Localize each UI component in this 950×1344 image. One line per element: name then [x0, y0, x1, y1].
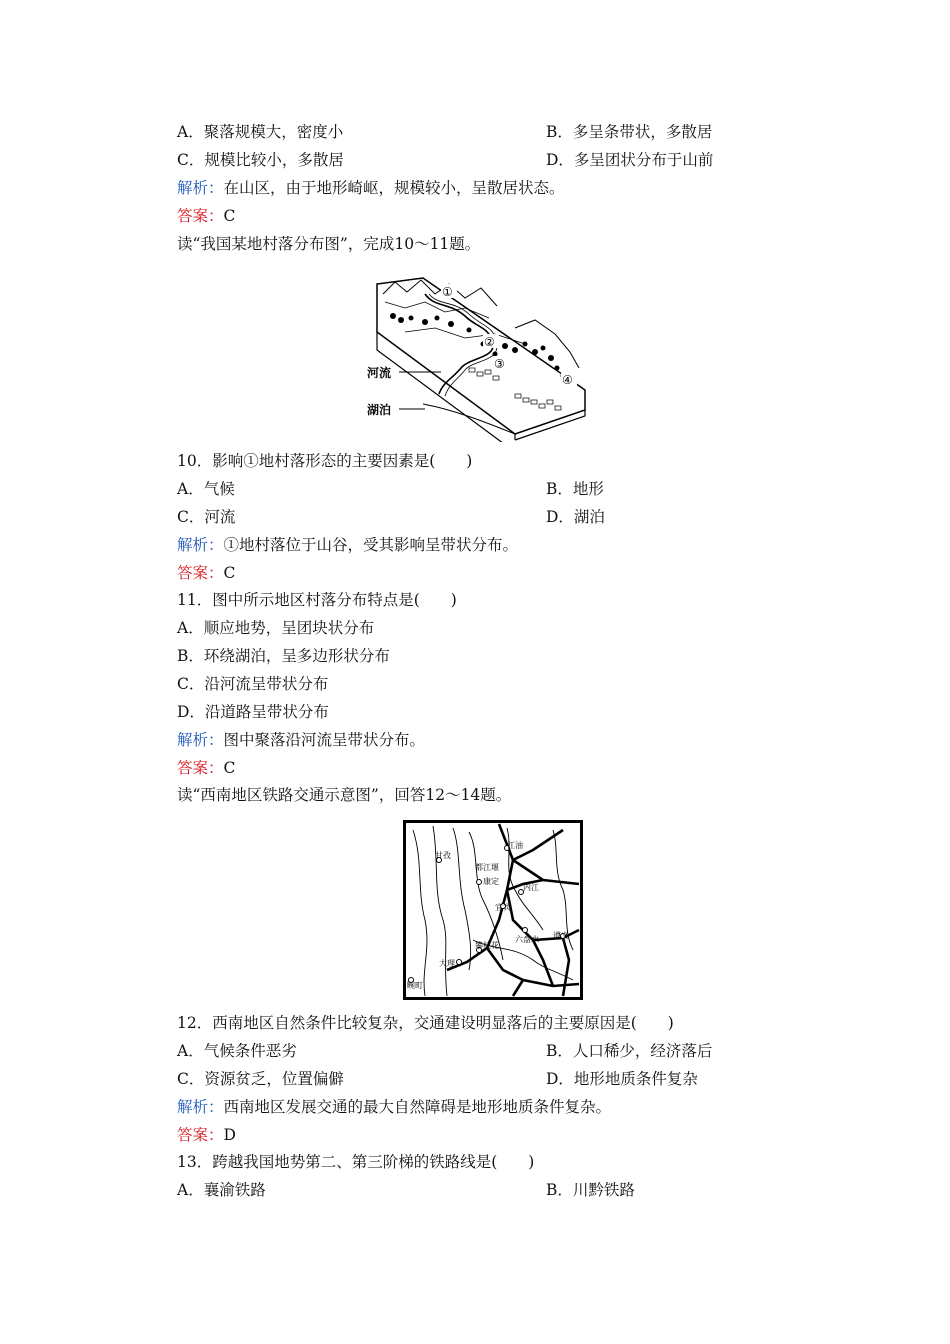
q9-explanation [177, 178, 565, 198]
village-distribution-figure [365, 272, 595, 442]
city-yibin: 宜宾 [495, 903, 511, 912]
q11-answer [177, 758, 235, 778]
q12-option-b: B．人口稀少，经济落后 [546, 1042, 713, 1060]
q9-answer [177, 206, 235, 226]
q10-option-c: C．河流 [177, 508, 236, 526]
q10-option-d: D．湖泊 [546, 508, 605, 526]
city-dali: 大理 [439, 959, 455, 968]
q13-stem: 13．跨越我国地势第二、第三阶梯的铁路线是( ) [177, 1153, 535, 1171]
answer-value: C [223, 564, 236, 582]
city-neijiang: 内江 [523, 883, 539, 892]
city-ganzi: 甘孜 [435, 851, 451, 860]
explanation-label: 解析： [177, 1098, 224, 1116]
q12-answer [177, 1125, 236, 1145]
q12-option-a: A．气候条件恶劣 [177, 1042, 297, 1060]
q12-stem: 12．西南地区自然条件比较复杂，交通建设明显落后的主要原因是( ) [177, 1014, 674, 1032]
explanation-label: 解析： [177, 731, 224, 749]
q10-option-a: A．气候 [177, 480, 235, 498]
block-outline [377, 278, 585, 434]
marker-4: ④ [562, 373, 573, 387]
intro-figure2: 读“西南地区铁路交通示意图”，回答12～14题。 [177, 786, 512, 804]
q10-answer [177, 563, 235, 583]
q11-explanation [177, 730, 425, 750]
city-kangding: 康定 [483, 877, 499, 886]
lake-label: 湖泊 [367, 403, 392, 417]
city-jiangyou: 江油 [507, 841, 523, 850]
q9-option-c: C．规模比较小，多散居 [177, 151, 344, 169]
marker-3: ③ [494, 357, 505, 371]
answer-label: 答案： [177, 564, 224, 582]
q11-option-a: A．顺应地势，呈团块状分布 [177, 619, 375, 637]
q10-option-b: B．地形 [546, 480, 604, 498]
city-liupanshui: 六盘水 [515, 935, 539, 944]
explanation-label: 解析： [177, 179, 224, 197]
q12-option-c: C．资源贫乏，位置偏僻 [177, 1070, 344, 1088]
explanation-label: 解析： [177, 536, 224, 554]
q11-option-c: C．沿河流呈带状分布 [177, 675, 329, 693]
explanation-text: ①地村落位于山谷，受其影响呈带状分布。 [223, 536, 519, 554]
q11-stem: 11．图中所示地区村落分布特点是( ) [177, 591, 457, 609]
explanation-text: 西南地区发展交通的最大自然障碍是地形地质条件复杂。 [223, 1098, 612, 1116]
explanation-text: 图中聚落沿河流呈带状分布。 [223, 731, 426, 749]
marker-1: ① [442, 285, 453, 299]
answer-value: C [223, 759, 236, 777]
answer-value: D [223, 1126, 236, 1144]
city-dujiangyan: 都江堰 [475, 863, 499, 872]
intro-figure1: 读“我国某地村落分布图”，完成10～11题。 [177, 235, 481, 253]
q9-option-a: A．聚落规模大，密度小 [177, 123, 344, 141]
q9-option-b: B．多呈条带状，多散居 [546, 123, 713, 141]
marker-2: ② [484, 335, 495, 349]
southwest-railway-map [403, 820, 583, 1000]
explanation-text: 在山区，由于地形崎岖，规模较小，呈散居状态。 [223, 179, 565, 197]
q12-explanation [177, 1097, 611, 1117]
q9-option-d: D．多呈团状分布于山前 [546, 151, 714, 169]
q11-option-b: B．环绕湖泊，呈多边形状分布 [177, 647, 390, 665]
q13-option-b: B．川黔铁路 [546, 1181, 635, 1199]
answer-label: 答案： [177, 759, 224, 777]
city-panzhihua: 攀枝花 [475, 941, 499, 950]
q11-option-d: D．沿道路呈带状分布 [177, 703, 329, 721]
city-wanding: 畹町 [407, 981, 423, 990]
q12-option-d: D．地形地质条件复杂 [546, 1070, 698, 1088]
q13-option-a: A．襄渝铁路 [177, 1181, 266, 1199]
river-label: 河流 [367, 366, 392, 380]
answer-value: C [223, 207, 236, 225]
answer-label: 答案： [177, 1126, 224, 1144]
answer-label: 答案： [177, 207, 224, 225]
q10-stem: 10．影响①地村落形态的主要因素是( ) [177, 452, 473, 470]
city-zunyi: 遵义 [553, 931, 569, 940]
q10-explanation [177, 535, 518, 555]
